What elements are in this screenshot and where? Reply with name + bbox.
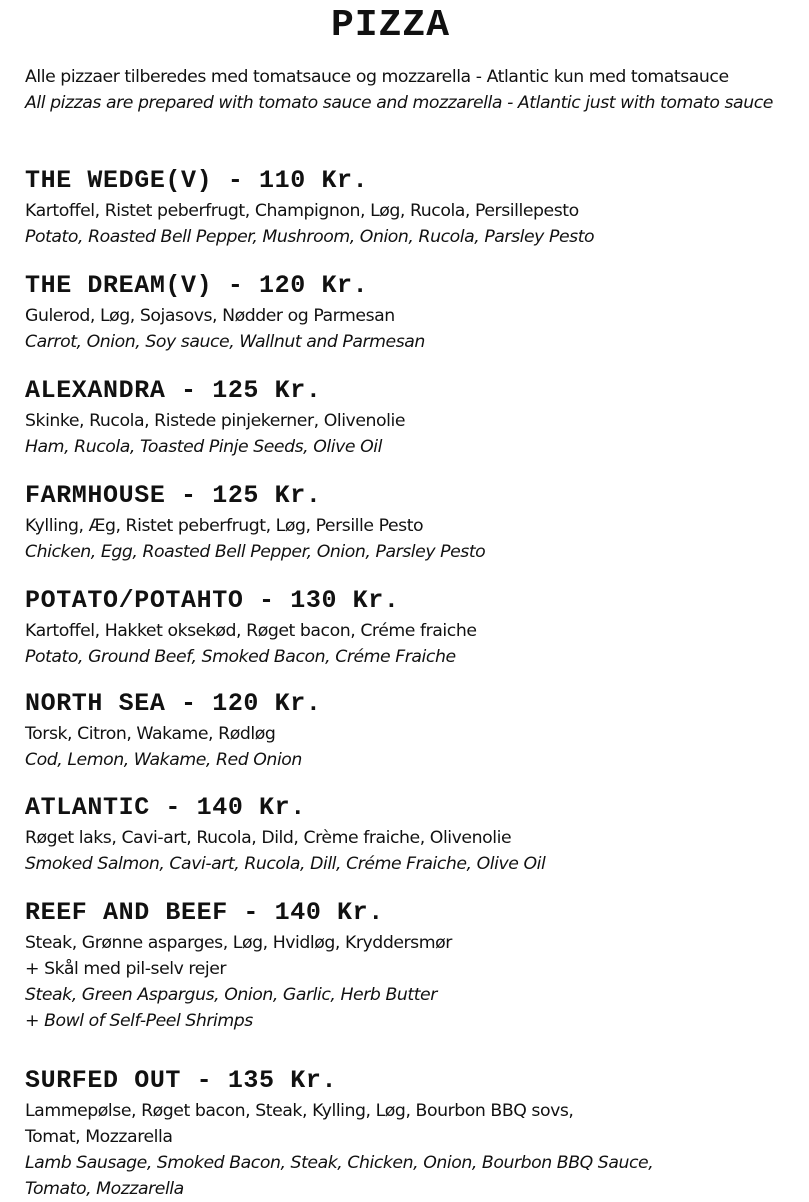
menu-item-north-sea: [25, 689, 809, 773]
ingredients-english: Carrot, Onion, Soy sauce, Wallnut and Parmesan: [25, 332, 425, 352]
ingredients-english: Ham, Rucola, Toasted Pinje Seeds, Olive Oil: [25, 437, 382, 457]
menu-item-name: ALEXANDRA - 125 Kr.: [25, 376, 322, 405]
ingredients-danish: Kartoffel, Ristet peberfrugt, Champignon, Løg, Rucola, Persillepesto: [25, 201, 579, 221]
ingredients-danish-addon: + Skål med pil-selv rejer: [25, 959, 227, 979]
page-title: PIZZA: [330, 4, 451, 47]
ingredients-danish-continued: Tomat, Mozzarella: [25, 1127, 173, 1147]
ingredients-english: Smoked Salmon, Cavi-art, Rucola, Dill, Créme Fraiche, Olive Oil: [25, 854, 546, 874]
menu-item-name: FARMHOUSE - 125 Kr.: [25, 481, 322, 510]
intro-english: All pizzas are prepared with tomato sauce and mozzarella - Atlantic just with tomato sauce: [25, 93, 773, 113]
menu-item-the-wedge: [25, 166, 809, 250]
menu-item-surfed-out: [25, 1066, 809, 1202]
menu-item-name: ATLANTIC - 140 Kr.: [25, 793, 306, 822]
menu-item-name: SURFED OUT - 135 Kr.: [25, 1066, 338, 1095]
ingredients-danish: Skinke, Rucola, Ristede pinjekerner, Olivenolie: [25, 411, 406, 431]
menu-item-name: POTATO/POTAHTO - 130 Kr.: [25, 586, 400, 615]
menu-item-name: THE DREAM(V) - 120 Kr.: [25, 271, 369, 300]
menu-item-name: NORTH SEA - 120 Kr.: [25, 689, 322, 718]
ingredients-danish: Kartoffel, Hakket oksekød, Røget bacon, Créme fraiche: [25, 621, 477, 641]
ingredients-danish: Lammepølse, Røget bacon, Steak, Kylling, Løg, Bourbon BBQ sovs,: [25, 1101, 574, 1121]
ingredients-english: Lamb Sausage, Smoked Bacon, Steak, Chicken, Onion, Bourbon BBQ Sauce,: [25, 1153, 654, 1173]
ingredients-danish: Kylling, Æg, Ristet peberfrugt, Løg, Persille Pesto: [25, 516, 424, 536]
menu-item-atlantic: [25, 793, 809, 877]
menu-item-farmhouse: [25, 481, 809, 565]
menu-item-potato-potahto: [25, 586, 809, 670]
intro-danish: Alle pizzaer tilberedes med tomatsauce og mozzarella - Atlantic kun med tomatsauce: [25, 67, 729, 87]
ingredients-english: Steak, Green Aspargus, Onion, Garlic, Herb Butter: [25, 985, 437, 1005]
ingredients-english-addon: + Bowl of Self-Peel Shrimps: [25, 1011, 253, 1031]
menu-item-the-dream: [25, 271, 809, 355]
menu-intro: [25, 64, 809, 116]
ingredients-english: Cod, Lemon, Wakame, Red Onion: [25, 750, 302, 770]
ingredients-english: Chicken, Egg, Roasted Bell Pepper, Onion, Parsley Pesto: [25, 542, 486, 562]
ingredients-english: Potato, Ground Beef, Smoked Bacon, Créme Fraiche: [25, 647, 456, 667]
menu-item-name: REEF AND BEEF - 140 Kr.: [25, 898, 384, 927]
menu-item-name: THE WEDGE(V) - 110 Kr.: [25, 166, 369, 195]
ingredients-danish: Steak, Grønne asparges, Løg, Hvidløg, Kryddersmør: [25, 933, 452, 953]
ingredients-english-continued: Tomato, Mozzarella: [25, 1179, 184, 1199]
ingredients-danish: Røget laks, Cavi-art, Rucola, Dild, Crème fraiche, Olivenolie: [25, 828, 512, 848]
ingredients-danish: Torsk, Citron, Wakame, Rødløg: [25, 724, 276, 744]
ingredients-english: Potato, Roasted Bell Pepper, Mushroom, Onion, Rucola, Parsley Pesto: [25, 227, 595, 247]
ingredients-danish: Gulerod, Løg, Sojasovs, Nødder og Parmesan: [25, 306, 395, 326]
menu-item-alexandra: [25, 376, 809, 460]
menu-item-reef-and-beef: [25, 898, 809, 1034]
